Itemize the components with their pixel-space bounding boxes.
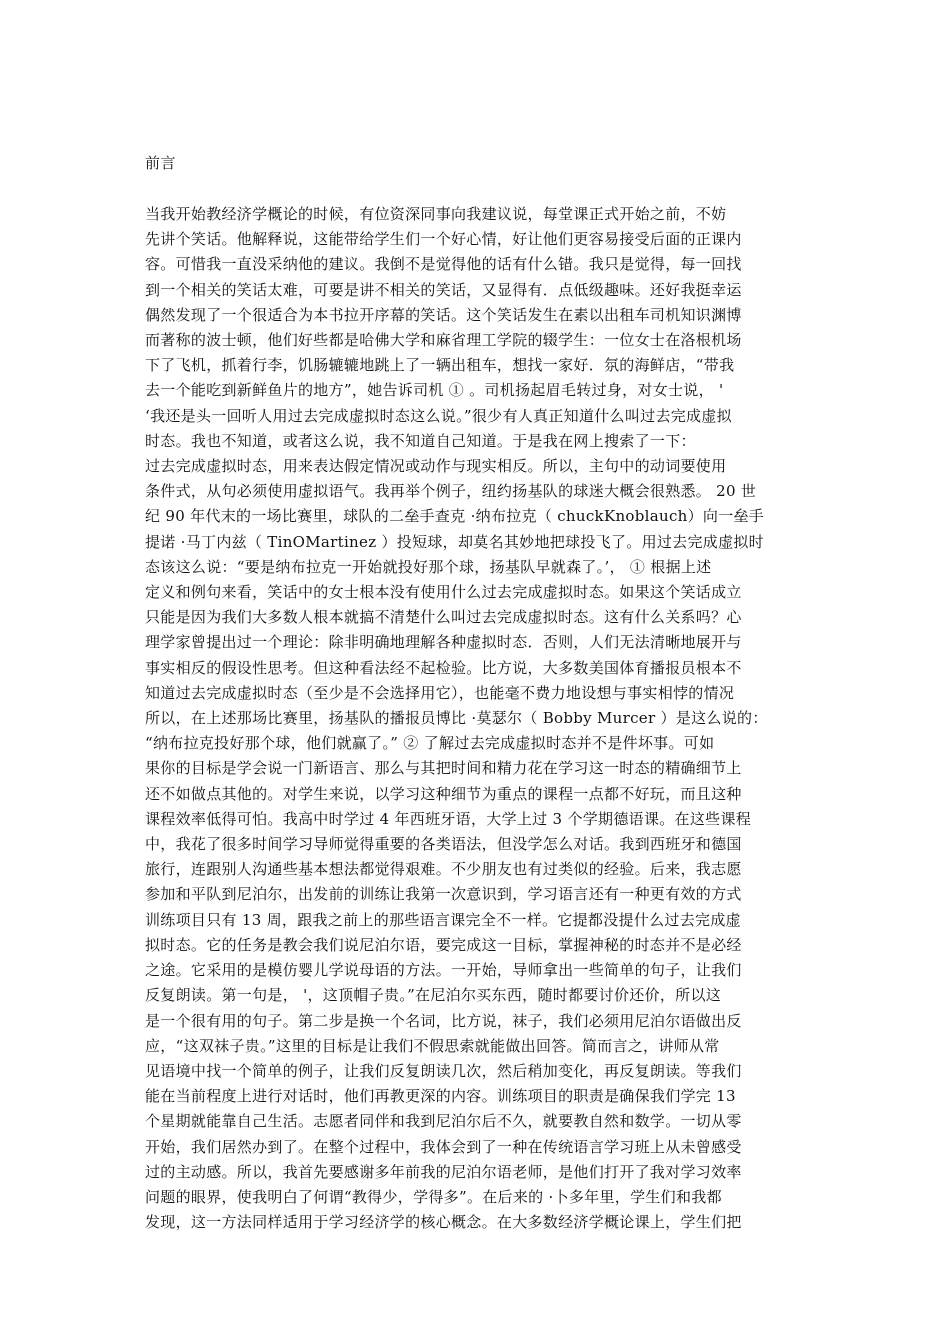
text-line: 当我开始教经济学概论的时候，有位资深同事向我建议说，每堂课正式开始之前，不妨 [145,205,727,223]
text-line: ‘我还是头一回听人用过去完成虚拟时态这么说。”很少有人真正知道什么叫过去完成虚拟 [145,406,732,425]
text-line: 所以，在上述那场比赛里，扬基队的播报员博比 ·莫瑟尔（ Bobby Murcer ）是这么说的： [145,709,768,728]
text-line: 开始，我们居然办到了。在整个过程中，我体会到了一种在传统语言学习班上从未曾感受 [145,1137,742,1156]
text-line: 态该这么说：“要是纳布拉克一开始就投好那个球，扬基队早就森了。’， ① 根据上述 [145,557,712,576]
text-line: 过的主动感。所以，我首先要感谢多年前我的尼泊尔语老师，是他们打开了我对学习效率 [145,1162,742,1181]
text-line: 过去完成虚拟时态，用来表达假定情况或动作与现实相反。所以，主句中的动词要使用 [145,457,727,476]
text-line: 而著称的波士顿，他们好些都是哈佛大学和麻省理工学院的辍学生：一位女士在洛根机场 [145,331,742,350]
text-line: 先讲个笑话。他解释说，这能带给学生们一个好心情，好让他们更容易接受后面的正课内 [145,230,742,249]
text-line: 中，我花了很多时间学习导师觉得重要的各类语法，但没学怎么对话。我到西班牙和德国 [145,835,742,854]
text-line: 下了飞机，抓着行李，饥肠辘辘地跳上了一辆出租车，想找一家好．氛的海鲜店，“带我 [145,356,735,375]
text-line: 还不如做点其他的。对学生来说，以学习这种细节为重点的课程一点都不好玩，而且这种 [145,784,742,803]
text-line: 发现，这一方法同样适用于学习经济学的核心概念。在大多数经济学概论课上，学生们把 [145,1213,742,1232]
document-heading: 前言 [145,154,177,172]
text-line: 提诺 ·马丁内兹（ TinOMartinez ）投短球，却莫名其妙地把球投飞了。用过去完成虚拟时 [145,532,764,551]
text-line: 到一个相关的笑话太难，可要是讲不相关的笑话，又显得有．点低级趣味。还好我挺幸运 [145,280,742,299]
text-line: 拟时态。它的任务是教会我们说尼泊尔语，要完成这一目标，掌握神秘的时态并不是必经 [145,935,742,954]
text-line: 旅行，连跟别人沟通些基本想法都觉得艰难。不少朋友也有过类似的经验。后来，我志愿 [145,860,742,879]
document-page [145,150,813,1235]
text-line: 只能是因为我们大多数人根本就搞不清楚什么叫过去完成虚拟时态。这有什么关系吗？心 [145,608,742,627]
text-line: 偶然发现了一个很适合为本书拉开序幕的笑话。这个笑话发生在素以出租车司机知识渊博 [145,305,742,324]
text-line: 时态。我也不知道，或者这么说，我不知道自己知道。于是我在网上搜索了一下： [145,431,696,450]
text-line: 应，“这双袜子贵。”这里的目标是让我们不假思索就能做出回答。简而言之，讲师从常 [145,1036,720,1055]
text-line: 去一个能吃到新鲜鱼片的地方”，她告诉司机 ① 。司机扬起眉毛转过身，对女士说， ' [145,381,724,400]
paragraph-intro [145,202,813,454]
text-line: 定义和例句来看，笑话中的女士根本没有使用什么过去完成虚拟时态。如果这个笑话成立 [145,583,742,602]
text-line: 容。可惜我一直没采纳他的建议。我倒不是觉得他的话有什么错。我只是觉得，每一回找 [145,255,742,274]
text-line: 个星期就能靠自己生活。志愿者同伴和我到尼泊尔后不久，就要教自然和数学。一切从零 [145,1112,742,1131]
text-line: 课程效率低得可怕。我高中时学过 4 年西班牙语，大学上过 3 个学期德语课。在这些课程 [145,809,752,828]
paragraph-subjunctive [145,454,813,1235]
text-line: 见语境中找一个简单的例子，让我们反复朗读几次，然后稍加变化，再反复朗读。等我们 [145,1061,742,1080]
text-line: 知道过去完成虚拟时态（至少是不会选择用它），也能毫不费力地设想与事实相悖的情况 [145,683,735,702]
text-line: 是一个很有用的句子。第二步是换一个名词，比方说，袜子，我们必须用尼泊尔语做出反 [145,1011,742,1030]
text-line: 问题的眼界，使我明白了何谓“教得少，学得多”。在后来的 ·卜多年里，学生们和我都 [145,1187,722,1206]
text-line: 之途。它采用的是模仿婴儿学说母语的方法。一开始，导师拿出一些简单的句子，让我们 [145,961,742,980]
text-line: 果你的目标是学会说一门新语言、那么与其把时间和精力花在学习这一时态的精确细节上 [145,759,742,778]
text-line: 事实相反的假设性思考。但这种看法经不起检验。比方说，大多数美国体育播报员根本不 [145,658,742,677]
text-line: 理学家曾提出过一个理论：除非明确地理解各种虚拟时态．否则，人们无法清晰地展开与 [145,633,742,652]
text-line: 训练项目只有 13 周，跟我之前上的那些语言课完全不一样。它提都没提什么过去完成虚 [145,910,741,929]
text-line: 纪 90 年代末的一场比赛里，球队的二垒手查克 ·纳布拉克（ chuckKnoblauch）向一垒手 [145,507,765,526]
text-line: 能在当前程度上进行对话时，他们再教更深的内容。训练项目的职责是确保我们学完 13 [145,1087,736,1106]
text-line: 反复朗读。第一句是， '，这顶帽子贵。”在尼泊尔买东西，随时都要讨价还价，所以这 [145,986,722,1005]
text-line: “纳布拉克投好那个球，他们就赢了。” ② 了解过去完成虚拟时态并不是件坏事。可如 [145,734,715,753]
text-line: 参加和平队到尼泊尔，出发前的训练让我第一次意识到，学习语言还有一种更有效的方式 [145,885,742,904]
text-line: 条件式，从句必须使用虚拟语气。我再举个例子，纽约扬基队的球迷大概会很熟悉。 20 世 [145,482,757,501]
